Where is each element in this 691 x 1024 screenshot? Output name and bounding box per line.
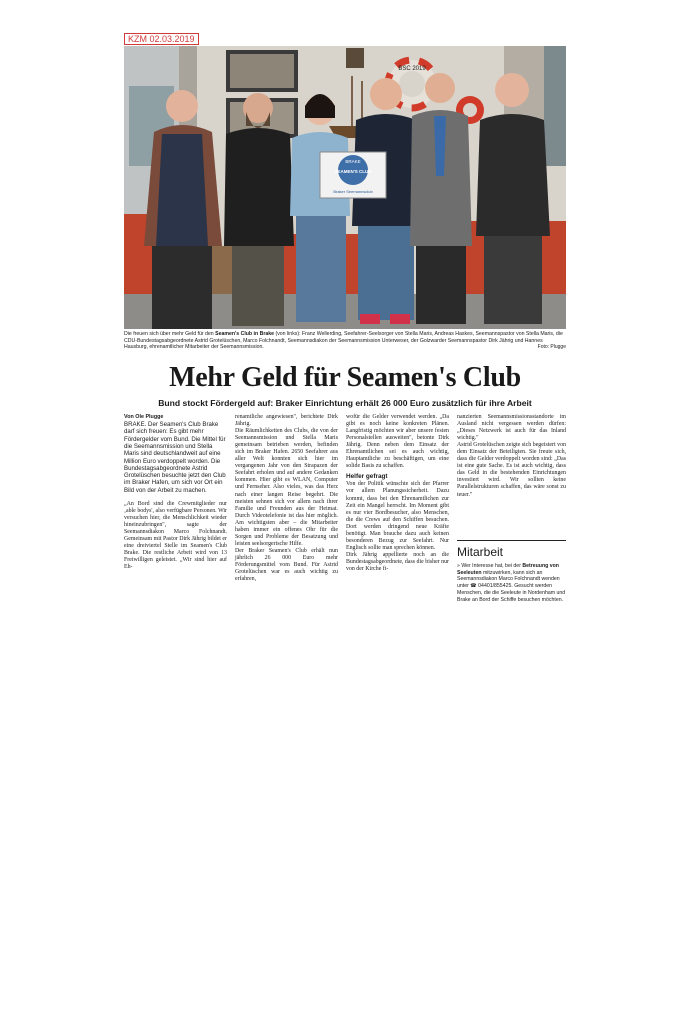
- subheadline: Bund stockt Fördergeld auf: Braker Einrichtung erhält 26 000 Euro zusätzlich für ihre Arbeit: [158, 398, 532, 408]
- info-box-title: Mitarbeit: [457, 545, 504, 559]
- article-paragraph: wofür die Gelder verwendet werden. „Da gibt es noch keine konkreten Plänen. Langfristig möchten wir aber unsere festen Personalstellen ausweiten", betonte Dirk Jährig. Denn neben dem Einsatz der Ehrenamtlichen sei es auch wichtig, Hauptamtliche zu beschäftigen, um eine solide Basis zu schaffen.: [346, 414, 449, 470]
- lifebuoy-text: BSC 2019: [398, 66, 426, 72]
- photo-caption: [124, 331, 566, 351]
- headline: Mehr Geld für Seamen's Club: [169, 362, 521, 393]
- info-box: [457, 540, 566, 603]
- caption-lead: Die freuen sich über mehr Geld für den: [124, 331, 216, 337]
- info-box-text: [457, 563, 566, 603]
- article-paragraph: Astrid Grotelüschen zeigte sich begeistert von dem Einsatz der Beteiligten. Sie freute sich, dass die Gelder verdoppelt worden sind: „Das ist eine gute Sache. Es ist auch wichtig, dass das Geld in die bestehenden Einrichtungen investiert wird. Wir sollten keine Parallelstrukturen schaffen, das wäre sonst zu teuer.": [457, 442, 566, 498]
- article-column-3: [346, 414, 449, 573]
- sign-line1: BRAKE: [345, 159, 361, 164]
- caption-rest: (von links): Franz Wellerding, Seefahrer-Seelsorger von Stella Maris, Andreas Haskes, Seemannspastor von Stella Maris, die CDU-Bundestagsabgeordnete Astrid Grotelüschen, Marco Folchnandt, Seemannsdiakon der Seemannsmission Unterweser, der Golzwarder Seemannspastor Dirk Jährig und Hannes Hausburg, ehrenamtlicher Mitarbeiter der Seemannsmission.: [124, 331, 563, 351]
- article-column-2: [235, 414, 338, 583]
- article-photo: [124, 46, 566, 329]
- article-paragraph: renamtliche angewiesen", berichtete Dirk Jährig.: [235, 414, 338, 428]
- info-box-lead: » Wer Interesse hat, bei der: [457, 563, 523, 569]
- sign-line3: Braker Seemannsclub: [333, 189, 373, 194]
- article-column-1: [124, 414, 227, 571]
- article-paragraph: „An Bord sind die Crewmitglieder nur ‚able bodys', also verfügbare Personen. Wir versuchen hier, die Menschlichkeit wieder hineinzubringen", sagte der Seemannsdiakon Marco Folchnandt. Gemeinsam mit Pastor Dirk Jährig bildet er eine dreiviertel Stelle im Seamen's Club Brake. Die restliche Arbeit wird von 13 Freiwilligen geleistet. „Wir sind hier auf Eh-: [124, 501, 227, 571]
- article-column-4: [457, 414, 566, 499]
- article-paragraph: Die Räumlichkeiten des Clubs, die von der Seemannsmission und Stella Maris gemeinsam betrieben werden, befinden sich im Braker Hafen. 2650 Seefahrer aus aller Welt konnten sich hier im vergangenen Jahr von den Strapazen der Seefahrt erholen und auf andere Gedanken kommen. Hier gibt es WLAN, Computer und Fernseher. Also vieles, was das Herz nach einer langen Reise begehrt. Die meisten sehnen sich vor allem nach ihrer Familie und Freunden aus der Heimat. Durch Videotelefonie ist das hier möglich. Am wichtigsten aber – die Mitarbeiter haben immer ein offenes Ohr für die Sorgen und Probleme der Besatzung und leisten seelsorgerische Hilfe.: [235, 428, 338, 547]
- photo-credit: Foto: Plugge: [537, 344, 566, 351]
- caption-bold: Seamen's Club in Brake: [215, 331, 275, 337]
- sign-line2: SEAMEN'S CLUB: [334, 169, 372, 174]
- photo-illustration: [124, 46, 566, 329]
- byline: Von Ole Plugge: [124, 414, 164, 420]
- article-paragraph: nanzierten Seemannsmissionsstandorte im Ausland nicht vergessen werden dürfen: „Dieses Netzwerk ist auch für das Inland wichtig.": [457, 414, 566, 442]
- info-box-rest: mitzuwirken, kann sich an Seemannsdiakon Marco Folchnandt wenden unter ☎ 04401/855425. Gesucht werden Menschen, die die Seeleute in Nordenham und Brake an Bord der Schiffe besuchen möchten.: [457, 569, 566, 603]
- article-subheading: Helfer gefragt: [346, 473, 388, 481]
- article-paragraph: Der Braker Seamen's Club erhält nun jährlich 26 000 Euro mehr Förderungsmittel vom Bund. Für Astrid Grotelüschen war es auch wichtig zu erfahren,: [235, 547, 338, 583]
- article-paragraph: Von der Politik wünschte sich der Pfarrer vor allem Planungssicherheit. Dazu kommt, dass bei den Ehrenamtlichen zur Zeit ein Mangel herrscht. Im Moment gibt es nur vier Bordbesucher, also Menschen, die die Crews auf den Schiffen besuchen. Dort werden dringend neue Kräfte benötigt. Man brauche dazu auch keinen besonderen Bezug zur Seefahrt. Nur Englisch sollte man sprechen können.: [346, 481, 449, 551]
- article-paragraph: Dirk Jährig appellierte noch an die Bundestagsabgeordnete, dass die bisher nur von der Kirche fi-: [346, 551, 449, 572]
- info-box-bold: Betreuung von Seeleuten: [457, 563, 559, 576]
- date-stamp: KZM 02.03.2019: [124, 33, 199, 45]
- article-lead: BRAKE. Der Seamen's Club Brake darf sich freuen: Es gibt mehr Fördergelder vom Bund. Die Mittel für die Seemannsmission und Stella Maris sind deutschlandweit auf eine Million Euro verdoppelt worden. Die Bundestagsabgeordnete Astrid Grotelüschen besuchte jetzt den Club im Braker Hafen, um sich vor Ort ein Bild von der Arbeit zu machen.: [124, 421, 226, 494]
